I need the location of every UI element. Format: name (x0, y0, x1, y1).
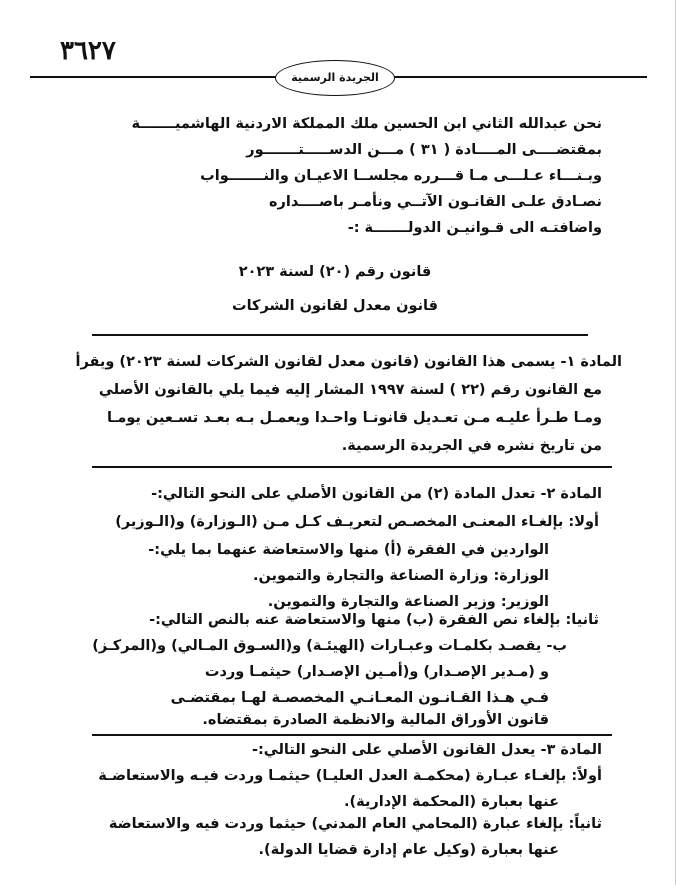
section-divider (92, 334, 588, 336)
preamble-line: نحن عبدالله الثاني ابن الحسين ملك المملكة الاردنية الهاشميـــــــة (131, 116, 602, 132)
article-2-line: ب- يقصـد بكلمـات وعبـارات (الهيئـة) و(السـوق المـالي) و(المركـز) (92, 638, 567, 654)
article-1-line: من تاريخ نشره في الجريدة الرسمية. (341, 438, 602, 454)
article-2-line: قانون الأوراق المالية والانظمة الصادرة بمقتضاه. (202, 712, 549, 728)
section-divider (92, 734, 612, 736)
article-2-line: الواردين في الفقرة (أ) منها والاستعاضة عنهما بما يلي:- (148, 542, 549, 558)
article-1-line: مع القانون رقم (٢٢ ) لسنة ١٩٩٧ المشار إليه فيما يلي بالقانون الأصلي (98, 382, 602, 398)
section-divider (92, 466, 612, 468)
article-2-line: الوزير: وزير الصناعة والتجارة والتموين. (267, 594, 549, 610)
article-3-line: عنها بعبارة (وكيل عام إدارة قضايا الدولة). (258, 842, 559, 858)
article-3-line: ثانياً: بإلغاء عبارة (المحامي العام المدني) حيثما وردت فيه والاستعاضة (108, 816, 602, 832)
article-1-line: المادة ١- يسمى هذا القانون (قانون معدل لقانون الشركات لسنة ٢٠٢٣) ويقرأ (75, 354, 622, 370)
article-2-line: فـي هـذا القـانـون المعـانـي المخصصـة لهـا بمقتضـى (170, 690, 549, 706)
article-3-line: عنها بعبارة (المحكمة الإدارية). (344, 794, 559, 810)
law-title: قانون رقم (٢٠) لسنة ٢٠٢٣ (238, 264, 432, 280)
article-3-heading: المادة ٣- يعدل القانون الأصلي على النحو التالي:- (251, 742, 602, 758)
preamble-line: نصـادق علـى القانـون الآتــي ونأمـر باصــــداره (268, 194, 602, 210)
article-3-line: أولاً: بإلغـاء عبـارة (محكمـة العدل العليـا) حيثمـا وردت فيـه والاستعاضـة (98, 768, 602, 784)
preamble-line: واضافتـه الى قـوانيـن الدولـــــــة :- (347, 220, 602, 236)
page-number: ٣٦٢٧ (60, 36, 116, 66)
gazette-title-badge: الجريدة الرسمية (275, 60, 395, 96)
preamble-line: وبـنـــاء عـلـــى مـا قـــرره مجلســا الاعيـان والنـــــــواب (200, 168, 602, 184)
article-2-line: و (مـدير الإصـدار) و(أمـين الإصـدار) حيثمـا وردت (204, 664, 549, 680)
law-subtitle: قانون معدل لقانون الشركات (232, 298, 438, 314)
article-2-heading: المادة ٢- تعدل المادة (٢) من القانون الأصلي على النحو التالي:- (151, 486, 602, 502)
article-2-line: الوزارة: وزارة الصناعة والتجارة والتموين. (252, 568, 549, 584)
article-2-line: أولا: بإلغـاء المعنـى المخصـص لتعريـف كـل مـن (الـوزارة) و(الـوزير) (115, 514, 599, 530)
article-2-line: ثانيا: بإلغاء نص الفقرة (ب) منها والاستعاضة عنه بالنص التالي:- (149, 612, 599, 628)
article-1-line: ومـا طـرأ عليـه مـن تعـديل قانونـا واحـدا ويعمـل بـه بعـد تسـعين يومـا (106, 410, 602, 426)
preamble-line: بمقتضــــى المــــادة ( ٣١ ) مـــن الدســـــتـــــــور (246, 142, 602, 158)
